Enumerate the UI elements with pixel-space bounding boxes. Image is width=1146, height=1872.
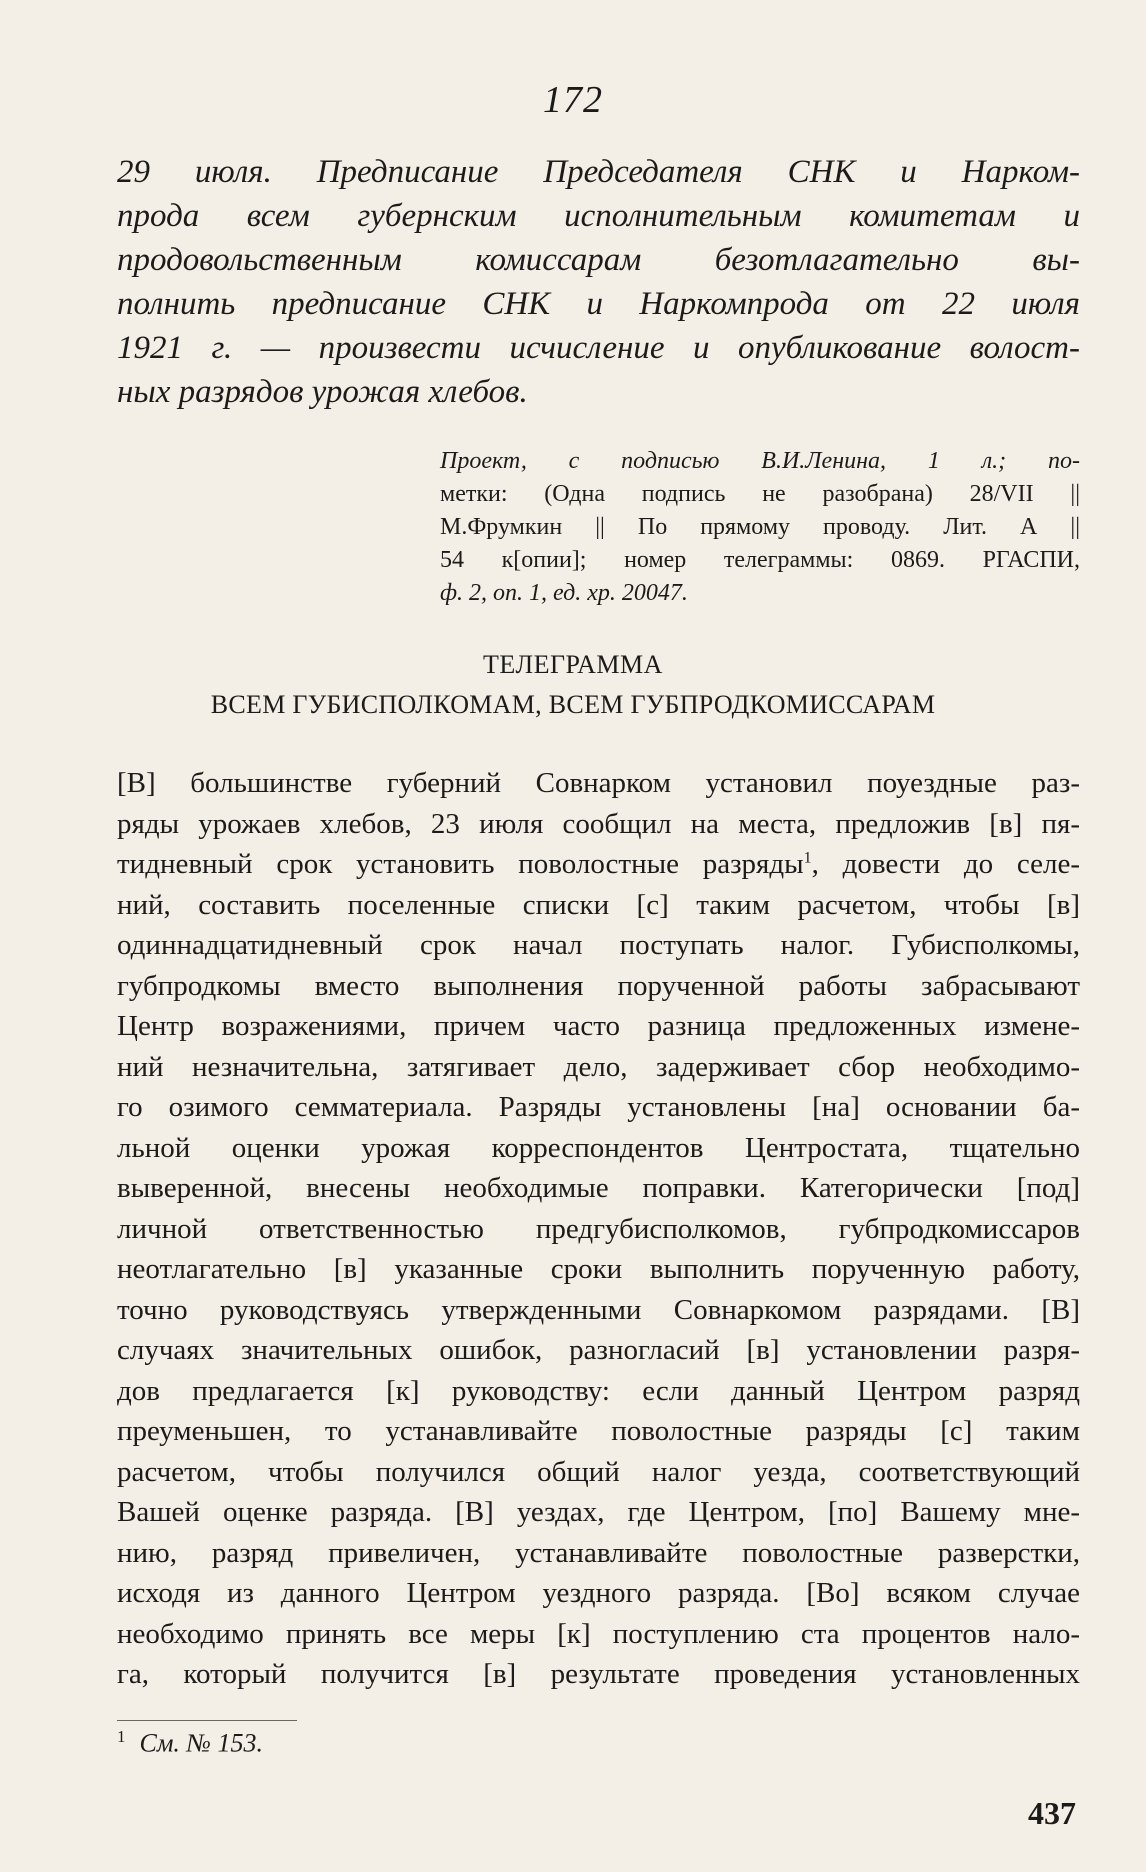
- body-line: личной ответственностью предгубисполкомов, губпродкомиссаров: [117, 1212, 1080, 1245]
- telegram-body: [117, 763, 1080, 1695]
- body-line: га, который получится [в] результате проведения установленных: [117, 1658, 1080, 1690]
- footnote-divider: [117, 1720, 297, 1721]
- body-line-tail: , довести до селе-: [811, 848, 1080, 880]
- footnote-ref: 1: [803, 849, 812, 867]
- body-line: льной оценки урожая корреспондентов Центростата, тщательно: [117, 1131, 1080, 1164]
- archive-line: М.Фрумкин || По прямому проводу. Лит. А ||: [440, 514, 1080, 540]
- body-line: ний, составить поселенные списки [с] таким расчетом, чтобы [в]: [117, 888, 1080, 921]
- heading-line: продовольственным комиссарам безотлагательно вы-: [117, 242, 1080, 278]
- body-line: точно руководствуясь утвержденными Совнаркомом разрядами. [В]: [117, 1293, 1080, 1326]
- body-line: ряды урожаев хлебов, 23 июля сообщил на места, предложив [в] пя-: [117, 807, 1080, 840]
- body-line: дов предлагается [к] руководству: если данный Центром разряд: [117, 1374, 1080, 1407]
- body-line: Вашей оценке разряда. [В] уездах, где Центром, [по] Вашему мне-: [117, 1496, 1080, 1528]
- archive-line: метки: (Одна подпись не разобрана) 28/VII ||: [440, 481, 1080, 507]
- footnote: [117, 1727, 263, 1759]
- footnote-number: 1: [117, 1727, 126, 1746]
- body-line: го озимого семматериала. Разряды установлены [на] основании ба-: [117, 1091, 1080, 1123]
- telegram-address: ВСЕМ ГУБИСПОЛКОМАМ, ВСЕМ ГУБПРОДКОМИССАРАМ: [210, 690, 936, 719]
- body-line: случаях значительных ошибок, разногласий [в] установлении разря-: [117, 1334, 1080, 1366]
- body-line: нию, разряд привеличен, устанавливайте поволостные разверстки,: [117, 1536, 1080, 1569]
- body-line: [117, 844, 1080, 885]
- document-number: 172: [543, 79, 603, 121]
- body-line: [В] большинстве губерний Совнарком установил поуездные раз-: [117, 767, 1080, 799]
- body-line: Центр возражениями, причем часто разница предложенных измене-: [117, 1010, 1080, 1042]
- body-line: неотлагательно [в] указанные сроки выполнить порученную работу,: [117, 1253, 1080, 1285]
- body-line-text: тидневный срок установить поволостные разряды: [117, 848, 804, 880]
- footnote-text: См. № 153.: [139, 1728, 263, 1758]
- archive-line: 54 к[опии]; номер телеграммы: 0869. РГАСПИ,: [440, 547, 1080, 573]
- telegram-title: ТЕЛЕГРАММА: [483, 650, 663, 679]
- body-line: необходимо принять все меры [к] поступлению ста процентов нало-: [117, 1617, 1080, 1650]
- body-line: преуменьшен, то устанавливайте поволостные разряды [с] таким: [117, 1415, 1080, 1447]
- body-line: расчетом, чтобы получился общий налог уезда, соответствующий: [117, 1455, 1080, 1488]
- body-line: ний незначительна, затягивает дело, задерживает сбор необходимо-: [117, 1050, 1080, 1083]
- heading-line: полнить предписание СНК и Наркомпрода от 22 июля: [117, 286, 1080, 322]
- archive-line: ф. 2, оп. 1, ед. хр. 20047.: [440, 580, 688, 606]
- body-line: одиннадцатидневный срок начал поступать налог. Губисполкомы,: [117, 929, 1080, 961]
- heading-line: прода всем губернским исполнительным комитетам и: [117, 198, 1080, 234]
- body-line: выверенной, внесены необходимые поправки. Категорически [под]: [117, 1172, 1080, 1204]
- page-number: 437: [1028, 1795, 1076, 1831]
- archive-line: Проект, с подписью В.И.Ленина, 1 л.; по-: [440, 448, 1080, 474]
- body-line: исходя из данного Центром уездного разряда. [Во] всяком случае: [117, 1577, 1080, 1609]
- heading-line: ных разрядов урожая хлебов.: [117, 374, 528, 410]
- body-line: губпродкомы вместо выполнения порученной работы забрасывают: [117, 969, 1080, 1002]
- document-heading: [117, 150, 1080, 414]
- archive-note: [440, 445, 1080, 610]
- heading-line: 29 июля. Предписание Председателя СНК и Нарком-: [117, 154, 1080, 190]
- heading-line: 1921 г. — произвести исчисление и опубликование волост-: [117, 330, 1080, 366]
